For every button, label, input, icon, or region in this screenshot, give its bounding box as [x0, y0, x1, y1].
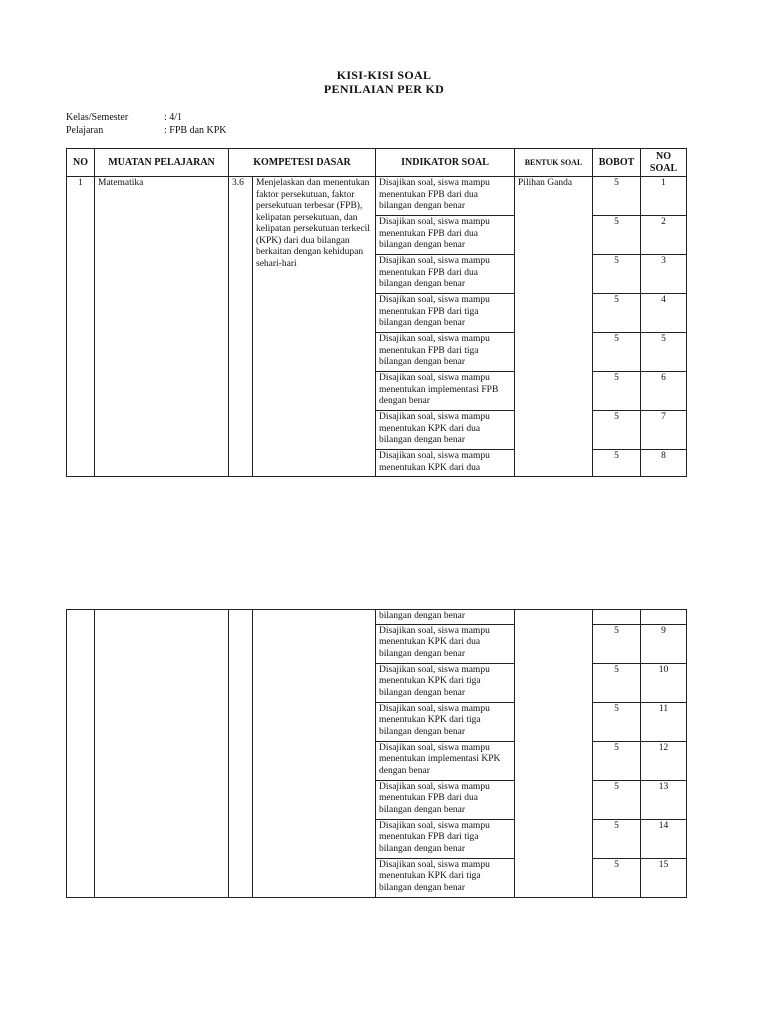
indikator-cell: Disajikan soal, siswa mampu menentukan FPB dari tiga bilangan dengan benar [376, 333, 515, 372]
indikator-cell: Disajikan soal, siswa mampu menentukan implementasi FPB dengan benar [376, 372, 515, 411]
no-soal-cell: 14 [641, 819, 687, 858]
indikator-cell: Disajikan soal, siswa mampu menentukan FPB dari dua bilangan dengan benar [376, 177, 515, 216]
no-soal-cell: 7 [641, 411, 687, 450]
table-body-page1 [67, 177, 687, 477]
row-number-empty [67, 610, 95, 898]
kelas-value: : 4/1 [164, 112, 183, 123]
indikator-cell: Disajikan soal, siswa mampu menentukan KPK dari tiga bilangan dengan benar [376, 702, 515, 741]
no-soal-cell: 9 [641, 624, 687, 663]
bobot-cell: 5 [593, 372, 641, 411]
no-soal-cell: 6 [641, 372, 687, 411]
table-row-continued [67, 610, 687, 625]
indikator-cell: Disajikan soal, siswa mampu menentukan FPB dari tiga bilangan dengan benar [376, 819, 515, 858]
bentuk-cell-empty [515, 610, 593, 898]
indikator-cell: Disajikan soal, siswa mampu menentukan KPK dari dua bilangan dengan benar [376, 624, 515, 663]
header-indikator: INDIKATOR SOAL [376, 149, 515, 177]
meta-kelas [66, 111, 182, 124]
bobot-cell-empty [593, 610, 641, 625]
bobot-cell: 5 [593, 333, 641, 372]
bobot-cell: 5 [593, 216, 641, 255]
indikator-cell: Disajikan soal, siswa mampu menentukan KPK dari dua bilangan dengan benar [376, 411, 515, 450]
table-row [67, 177, 687, 216]
no-soal-cell: 11 [641, 702, 687, 741]
no-soal-cell: 13 [641, 780, 687, 819]
kd-number-empty [229, 610, 253, 898]
indikator-cell: Disajikan soal, siswa mampu menentukan KPK dari tiga bilangan dengan benar [376, 663, 515, 702]
no-soal-cell-empty [641, 610, 687, 625]
header-muatan: MUATAN PELAJARAN [95, 149, 229, 177]
bobot-cell: 5 [593, 819, 641, 858]
indikator-cell: Disajikan soal, siswa mampu menentukan KPK dari tiga bilangan dengan benar [376, 858, 515, 897]
indikator-cell: Disajikan soal, siswa mampu menentukan FPB dari tiga bilangan dengan benar [376, 294, 515, 333]
indikator-cell: Disajikan soal, siswa mampu menentukan FPB dari dua bilangan dengan benar [376, 216, 515, 255]
bobot-cell: 5 [593, 663, 641, 702]
kisi-table-page2 [66, 609, 687, 898]
bobot-cell: 5 [593, 780, 641, 819]
bobot-cell: 5 [593, 177, 641, 216]
indikator-cell: Disajikan soal, siswa mampu menentukan FPB dari dua bilangan dengan benar [376, 780, 515, 819]
no-soal-cell: 10 [641, 663, 687, 702]
no-soal-cell: 15 [641, 858, 687, 897]
bobot-cell: 5 [593, 411, 641, 450]
kd-text: Menjelaskan dan menentukan faktor persekutuan, faktor persekutuan terbesar (FPB), kelipatan persekutuan, dan kelipatan persekutuan terkecil (KPK) dari dua bilangan berkaitan dengan kehidupan sehari-hari [253, 177, 376, 477]
row-number: 1 [67, 177, 95, 477]
kisi-table-page1 [66, 148, 687, 477]
bobot-cell: 5 [593, 624, 641, 663]
pelajaran-label: Pelajaran [66, 125, 104, 136]
pelajaran-value: : FPB dan KPK [164, 125, 227, 136]
meta-pelajaran [66, 124, 227, 137]
header-no-soal: NO SOAL [641, 149, 687, 177]
document-title: KISI-KISI SOAL [336, 68, 432, 82]
indikator-continued: bilangan dengan benar [376, 610, 515, 625]
bentuk-cell: Pilihan Ganda [515, 177, 593, 477]
bobot-cell: 5 [593, 858, 641, 897]
header-bobot: BOBOT [593, 149, 641, 177]
bobot-cell: 5 [593, 450, 641, 477]
no-soal-cell: 1 [641, 177, 687, 216]
kd-text-empty [253, 610, 376, 898]
no-soal-cell: 8 [641, 450, 687, 477]
bobot-cell: 5 [593, 294, 641, 333]
no-soal-cell: 2 [641, 216, 687, 255]
bobot-cell: 5 [593, 255, 641, 294]
indikator-cell: Disajikan soal, siswa mampu menentukan implementasi KPK dengan benar [376, 741, 515, 780]
no-soal-cell: 3 [641, 255, 687, 294]
muatan-cell-empty [95, 610, 229, 898]
indikator-cell: Disajikan soal, siswa mampu menentukan KPK dari dua [376, 450, 515, 477]
indikator-cell: Disajikan soal, siswa mampu menentukan FPB dari dua bilangan dengan benar [376, 255, 515, 294]
no-soal-cell: 4 [641, 294, 687, 333]
no-soal-cell: 12 [641, 741, 687, 780]
muatan-cell: Matematika [95, 177, 229, 477]
header-bentuk: BENTUK SOAL [515, 149, 593, 177]
bobot-cell: 5 [593, 741, 641, 780]
kelas-label: Kelas/Semester [66, 112, 129, 123]
header-kompetensi: KOMPETESI DASAR [229, 149, 376, 177]
no-soal-cell: 5 [641, 333, 687, 372]
bobot-cell: 5 [593, 702, 641, 741]
document-subtitle: PENILAIAN PER KD [323, 82, 445, 96]
kd-number: 3.6 [229, 177, 253, 477]
table-body-page2 [67, 610, 687, 898]
header-no: NO [67, 149, 95, 177]
